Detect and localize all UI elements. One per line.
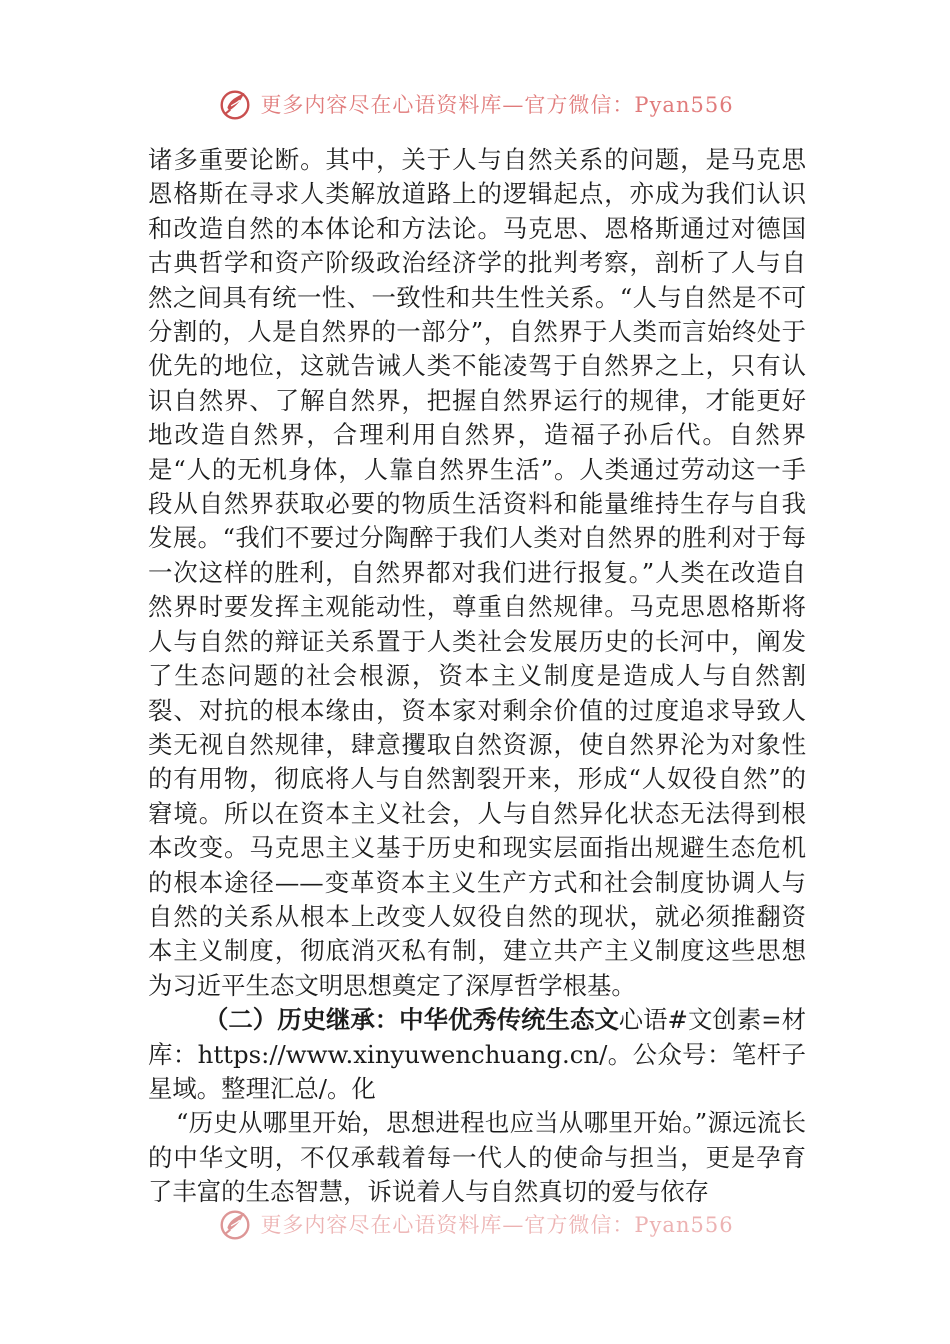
body-paragraph-2 [148,1106,806,1209]
body-paragraph: 诸多重要论断。其中，关于人与自然关系的问题，是马克思恩格斯在寻求人类解放道路上的逻辑起点，亦成为我们认识和改造自然的本体论和方法论。马克思、恩格斯通过对德国古典哲学和资产阶级政治经济学的批判考察，剖析了人与自然之间具有统一性、一致性和共生性关系。“人与自然是不可分割的，人是自然界的一部分”，自然界于人类而言始终处于优先的地位，这就告诫人类不能凌驾于自然界之上，只有认识自然界、了解自然界，把握自然界运行的规律，才能更好地改造自然界，合理利用自然界，造福子孙后代。自然界是“人的无机身体，人靠自然界生活”。人类通过劳动这一手段从自然界获取必要的物质生活资料和能量维持生存与自我发展。“我们不要过分陶醉于我们人类对自然界的胜利对于每一次这样的胜利，自然界都对我们进行报复。”人类在改造自然界时要发挥主观能动性，尊重自然规律。马克思恩格斯将人与自然的辩证关系置于人类社会发展历史的长河中，阐发了生态问题的社会根源，资本主义制度是造成人与自然割裂、对抗的根本缘由，资本家对剩余价值的过度追求导致人类无视自然规律，肆意攫取自然资源，使自然界沦为对象性的有用物，彻底将人与自然割裂开来，形成“人奴役自然”的窘境。所以在资本主义社会，人与自然异化状态无法得到根本改变。马克思主义基于历史和现实层面指出规避生态危机的根本途径——变革资本主义生产方式和社会制度协调人与自然的关系从根本上改变人奴役自然的现状，就必须推翻资本主义制度，彻底消灭私有制，建立共产主义制度这些思想为习近平生态文明思想奠定了深厚哲学根基。 [148,145,806,1000]
paragraph-2-text: “历史从哪里开始，思想进程也应当从哪里开始。”源远流长的中华文明，不仅承载着每一代人的使命与担当，更是孕育了丰富的生态智慧，诉说着人与自然真切的爱与依存 [148,1108,806,1207]
quill-heart-logo-icon [216,85,254,123]
section-heading-line [148,1003,806,1106]
footer-watermark-text: 更多内容尽在心语资料库—官方微信：Pyan556 [260,1213,734,1237]
quill-heart-logo-icon [216,1205,254,1243]
header-watermark-text: 更多内容尽在心语资料库—官方微信：Pyan556 [260,93,734,117]
header-watermark [0,82,950,126]
section-heading: （二）历史继承：中华优秀传统生态文 [204,1005,619,1035]
heading-tail-text: 心语#文创素=材库：https://www.xinyuwenchuang.cn/。公众号：笔杆子星域。整理汇总/。化 [148,1005,806,1103]
footer-watermark [0,1204,950,1244]
document-body [148,143,806,1210]
